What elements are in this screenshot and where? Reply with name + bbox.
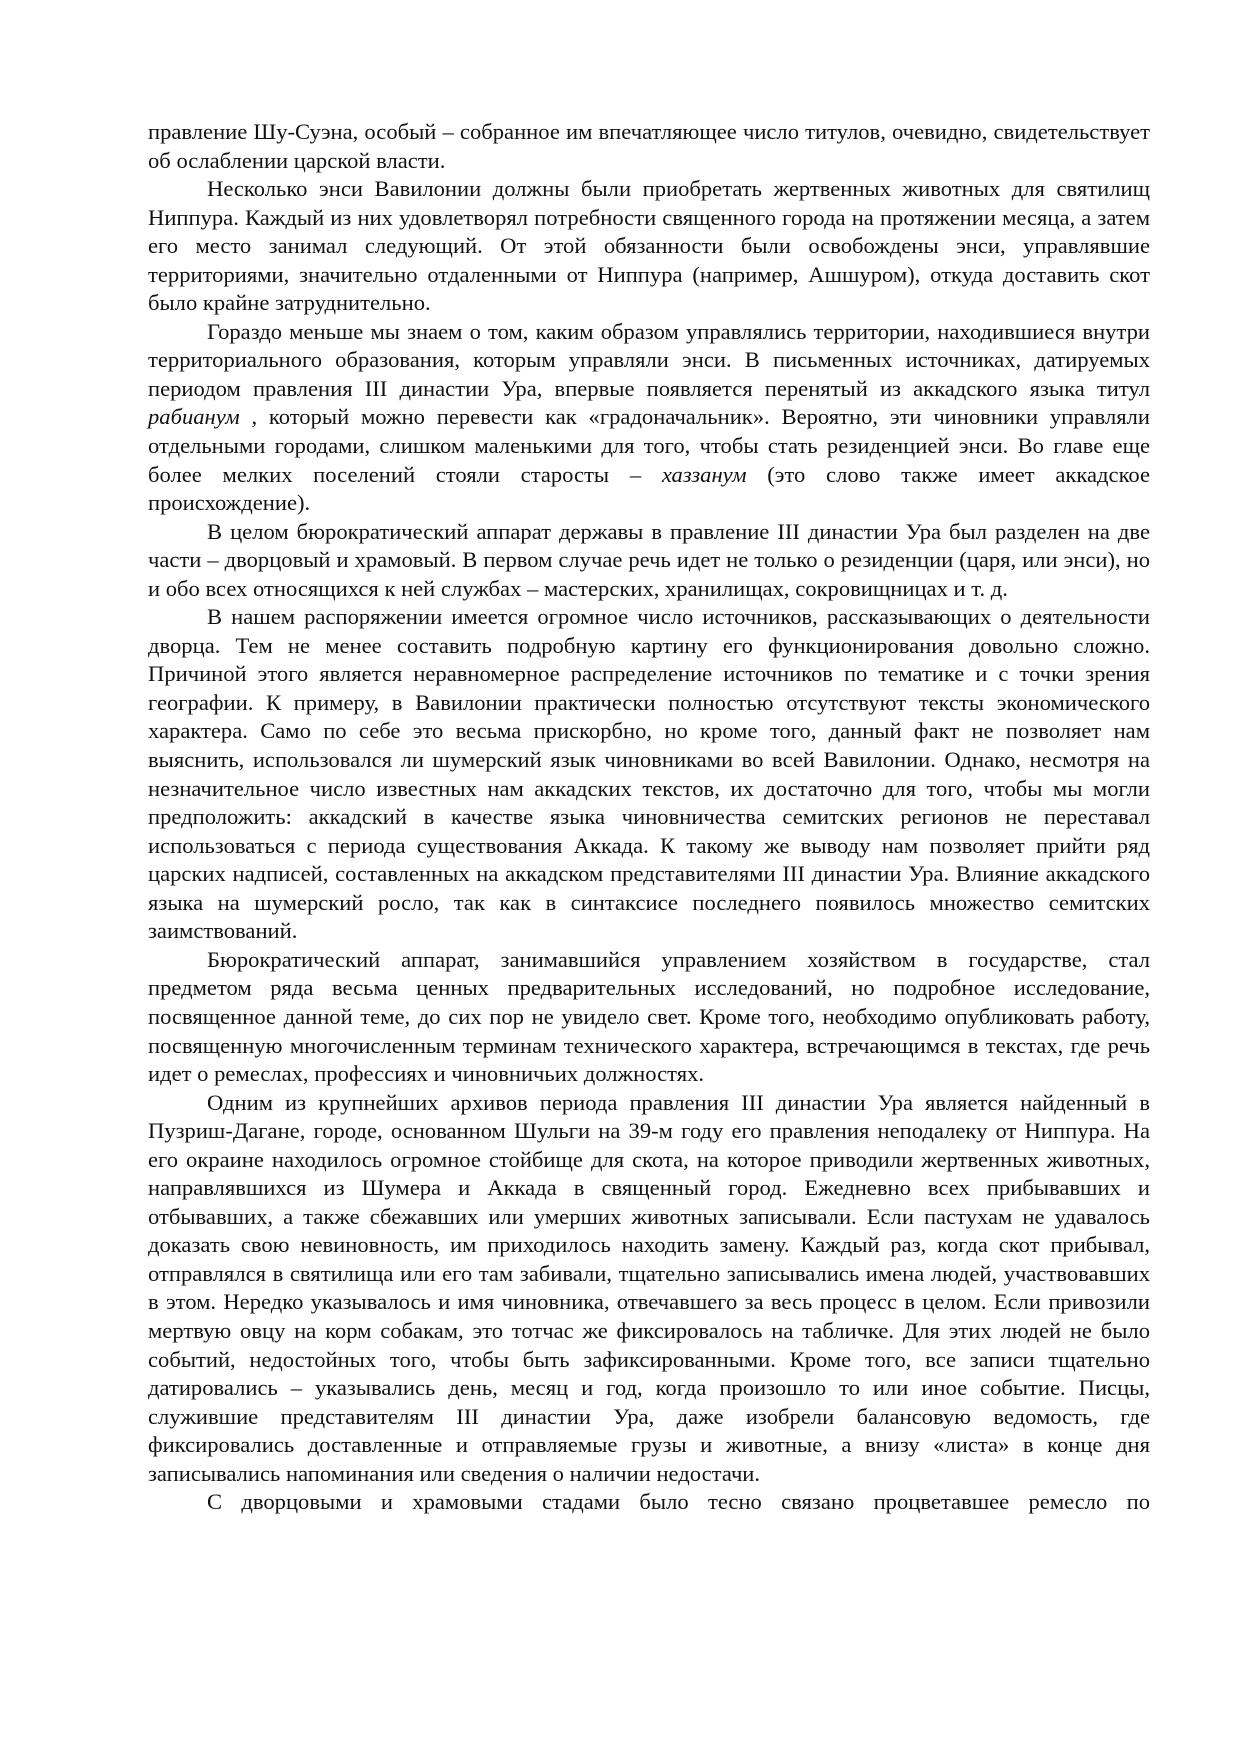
paragraph-7	[148, 1089, 1150, 1489]
paragraph-3	[148, 318, 1150, 518]
term-rabianum: рабианум	[148, 404, 240, 430]
paragraph-1-text: правление Шу-Суэна, особый – собранное им впечатляющее число титулов, очевидно, свидетельствует об ослаблении царской власти.	[148, 119, 1150, 173]
paragraph-6-text: Бюрократический аппарат, занимавшийся управлением хозяйством в государстве, стал предметом ряда весьма ценных предварительных исследований, но подробное исследование, посвященное данной теме, до сих пор не увидело свет. Кроме того, необходимо опубликовать работу, посвященную многочисленным терминам технического характера, встречающимся в текстах, где речь идет о ремеслах, профессиях и чиновничьих должностях.	[148, 946, 1150, 1087]
paragraph-4-text: В целом бюрократический аппарат державы в правление III династии Ура был разделен на две части – дворцовый и храмовый. В первом случае речь идет не только о резиденции (царя, или энси), но и обо всех относящихся к ней службах – мастерских, хранилищах, сокровищницах и т. д.	[148, 518, 1150, 601]
paragraph-3-text-a: Гораздо меньше мы знаем о том, каким образом управлялись территории, находившиеся внутри территориального образования, которым управляли энси. В письменных источниках, датируемых периодом правления III династии Ура, впервые появляется перенятый из аккадского языка титул	[148, 318, 1150, 401]
paragraph-4	[148, 518, 1150, 604]
term-hazzanum: хаззанум	[661, 461, 747, 487]
paragraph-5-text: В нашем распоряжении имеется огромное число источников, рассказывающих о деятельности дворца. Тем не менее составить подробную картину его функционирования довольно сложно. Причиной этого является неравномерное распределение источников по тематике и с точки зрения географии. К примеру, в Вавилонии практически полностью отсутствуют тексты экономического характера. Само по себе это весьма прискорбно, но кроме того, данный факт не позволяет нам выяснить, использовался ли шумерский язык чиновниками во всей Вавилонии. Однако, несмотря на незначительное число известных нам аккадских текстов, их достаточно для того, чтобы мы могли предположить: аккадский в качестве языка чиновничества семитских регионов не переставал использоваться с периода существования Аккада. К такому же выводу нам позволяет прийти ряд царских надписей, составленных на аккадском представителями III династии Ура. Влияние аккадского языка на шумерский росло, так как в синтаксисе последнего появилось множество семитских заимствований.	[148, 604, 1150, 944]
paragraph-1	[148, 118, 1150, 175]
paragraph-6	[148, 946, 1150, 1089]
document-page	[148, 118, 1150, 1517]
paragraph-5	[148, 603, 1150, 946]
paragraph-2	[148, 175, 1150, 318]
paragraph-8-text: С дворцовыми и храмовыми стадами было тесно связано процветавшее ремесло по	[207, 1489, 1150, 1515]
paragraph-2-text: Несколько энси Вавилонии должны были приобретать жертвенных животных для святилищ Ниппура. Каждый из них удовлетворял потребности священного города на протяжении месяца, а затем его место занимал следующий. От этой обязанности были освобождены энси, управлявшие территориями, значительно отдаленными от Ниппура (например, Ашшуром), откуда доставить скот было крайне затруднительно.	[148, 176, 1150, 316]
paragraph-7-text: Одним из крупнейших архивов периода правления III династии Ура является найденный в Пузриш-Дагане, городе, основанном Шульги на 39-м году его правления неподалеку от Ниппура. На его окраине находилось огромное стойбище для скота, на которое приводили жертвенных животных, направлявшихся из Шумера и Аккада в священный город. Ежедневно всех прибывавших и отбывавших, а также сбежавших или умерших животных записывали. Если пастухам не удавалось доказать свою невиновность, им приходилось находить замену. Каждый раз, когда скот прибывал, отправлялся в святилища или его там забивали, тщательно записывались имена людей, участвовавших в этом. Нередко указывалось и имя чиновника, отвечавшего за весь процесс в целом. Если привозили мертвую овцу на корм собакам, это тотчас же фиксировалось на табличке. Для этих людей не было событий, недостойных того, чтобы быть зафиксированными. Кроме того, все записи тщательно датировались – указывались день, месяц и год, когда произошло то или иное событие. Писцы, служившие представителям III династии Ура, даже изобрели балансовую ведомость, где фиксировались доставленные и отправляемые грузы и животные, а внизу «листа» в конце дня записывались напоминания или сведения о наличии недостачи.	[148, 1089, 1150, 1486]
paragraph-8	[148, 1488, 1150, 1517]
paragraph-3-text-c: (это слово также имеет аккадское происхождение).	[148, 461, 1150, 516]
paragraph-3-text-b: , который можно перевести как «градоначальник». Вероятно, эти чиновники управляли отдельными городами, слишком маленькими для того, чтобы стать резиденцией энси. Во главе еще более мелких поселений стояли старосты –	[148, 404, 1150, 487]
